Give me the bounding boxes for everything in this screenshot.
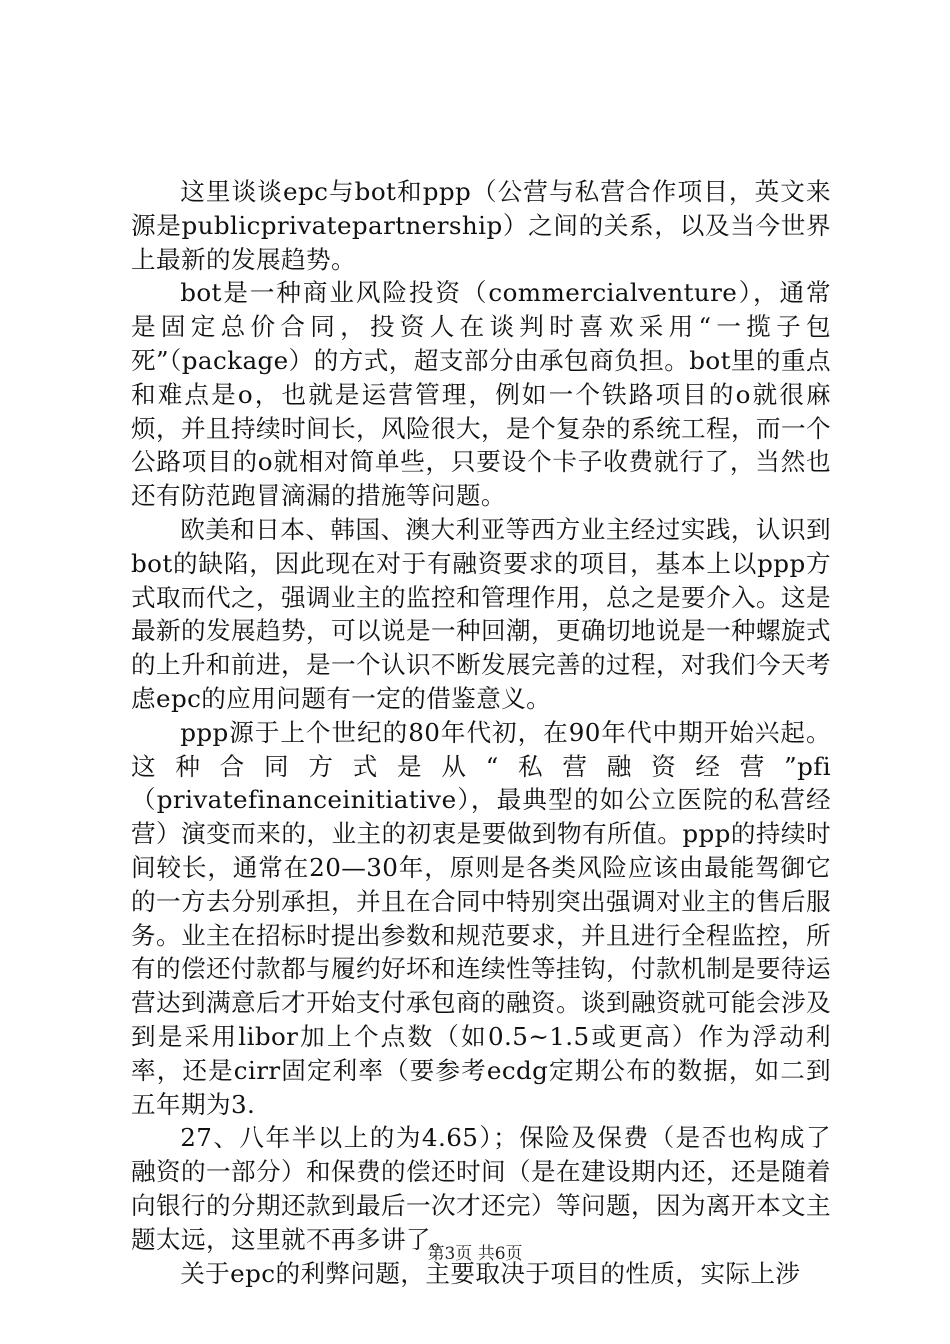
paragraph: 这里谈谈epc与bot和ppp（公营与私营合作项目，英文来源是publicprivatepartnership）之间的关系，以及当今世界上最新的发展趋势。 — [131, 177, 831, 274]
document-body — [131, 175, 831, 1290]
paragraph: bot是一种商业风险投资（commercialventure），通常是固定总价合同，投资人在谈判时喜欢采用“一揽子包死”（package）的方式，超支部分由承包商负担。bot里的重点和难点是o，也就是运营管理，例如一个铁路项目的o就很麻烦，并且持续时间长，风险很大，是个复杂的系统工程，而一个公路项目的o就相对简单些，只要设个卡子收费就行了，当然也还有防范跑冒滴漏的措施等问题。 — [131, 278, 831, 511]
paragraph: 27、八年半以上的为4.65）；保险及保费（是否也构成了融资的一部分）和保费的偿还时间（是在建设期内还，还是随着向银行的分期还款到最后一次才还完）等问题，因为离开本文主题太远，这里就不再多讲了。 — [131, 1123, 831, 1254]
page-footer: 第3页 共6页 — [427, 1244, 523, 1264]
paragraph: 欧美和日本、韩国、澳大利亚等西方业主经过实践，认识到bot的缺陷，因此现在对于有融资要求的项目，基本上以ppp方式取而代之，强调业主的监控和管理作用，总之是要介入。这是最新的发展趋势，可以说是一种回潮，更确切地说是一种螺旋式的上升和前进，是一个认识不断发展完善的过程，对我们今天考虑epc的应用问题有一定的借鉴意义。 — [131, 514, 831, 713]
paragraph: ppp源于上个世纪的80年代初，在90年代中期开始兴起。这种合同方式是从“私营融资经营”pfi（privatefinanceinitiative），最典型的如公立医院的私营经营）演变而来的，业主的初衷是要做到物有所值。ppp的持续时间较长，通常在20—30年，原则是各类风险应该由最能驾御它的一方去分别承担，并且在合同中特别突出强调对业主的售后服务。业主在招标时提出参数和规范要求，并且进行全程监控，所有的偿还付款都与履约好坏和连续性等挂钩，付款机制是要待运营达到满意后才开始支付承包商的融资。谈到融资就可能会涉及到是采用libor加上个点数（如0.5~1.5或更高）作为浮动利率，还是cirr固定利率（要参考ecdg定期公布的数据，如二到五年期为3. — [131, 717, 831, 1119]
paragraph: 关于epc的利弊问题，主要取决于项目的性质，实际上涉 — [180, 1258, 801, 1288]
